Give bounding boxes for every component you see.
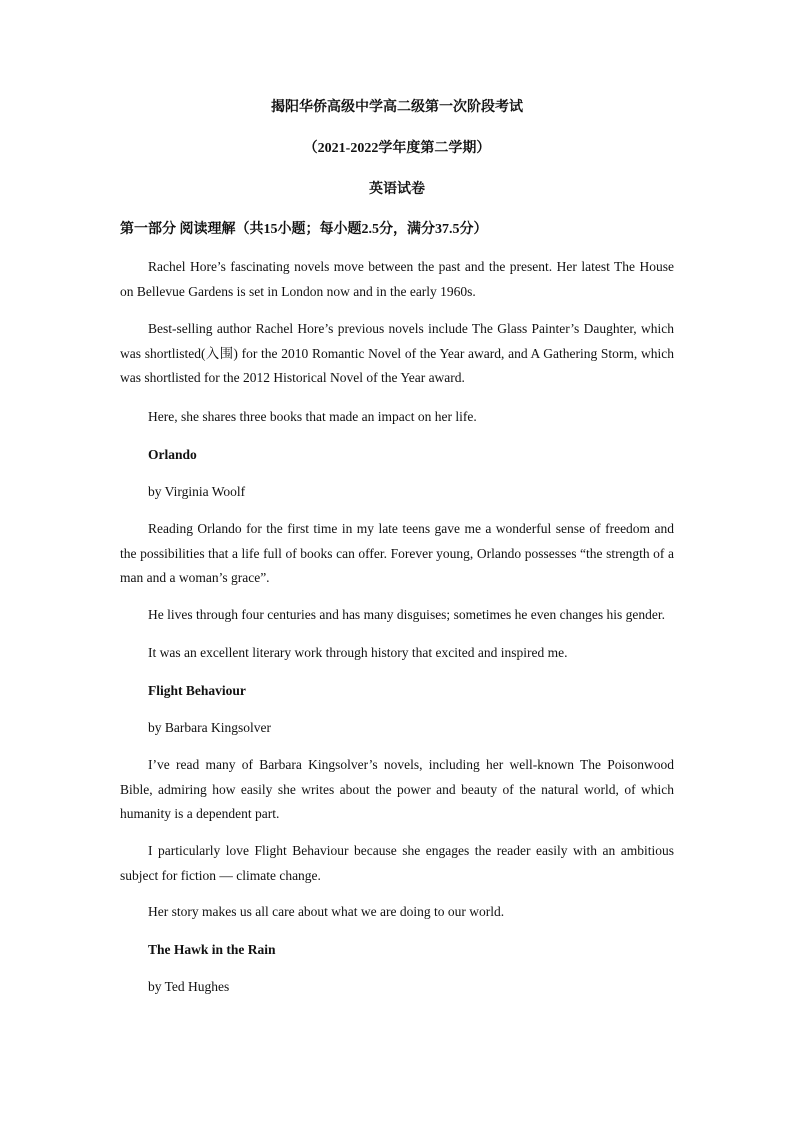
subject-title: 英语试卷: [369, 182, 425, 197]
book-title-hawk-in-the-rain: The Hawk in the Rain: [148, 942, 276, 957]
orlando-paragraph-2: He lives through four centuries and has many disguises; sometimes he even changes his gender.: [148, 607, 666, 622]
flight-behaviour-paragraph-2: I particularly love Flight Behaviour because she engages the reader easily with an ambitious subject for fiction — climate change.: [120, 843, 674, 883]
orlando-paragraph-1: Reading Orlando for the first time in my late teens gave me a wonderful sense of freedom and the possibilities that a life full of books can offer. Forever young, Orlando possesses “the strength of a man and a woman’s grace”.: [120, 521, 674, 585]
book-author-flight-behaviour: by Barbara Kingsolver: [148, 720, 271, 735]
flight-behaviour-paragraph-1: I’ve read many of Barbara Kingsolver’s novels, including her well-known The Poisonwood Bible, admiring how easily she writes about the power and beauty of the natural world, of which humanity is a dependent part.: [120, 757, 674, 821]
intro-paragraph-2: Best-selling author Rachel Hore’s previous novels include The Glass Painter’s Daughter, which was shortlisted(入围) for the 2010 Romantic Novel of the Year award, and A Gathering Storm, which was shortlisted for the 2012 Historical Novel of the Year award.: [120, 321, 674, 385]
school-exam-title: 揭阳华侨高级中学高二级第一次阶段考试: [271, 100, 523, 115]
intro-paragraph-3: Here, she shares three books that made an impact on her life.: [148, 409, 477, 424]
book-author-orlando: by Virginia Woolf: [148, 484, 246, 499]
flight-behaviour-paragraph-3: Her story makes us all care about what we are doing to our world.: [148, 904, 505, 919]
orlando-paragraph-3: It was an excellent literary work through history that excited and inspired me.: [148, 645, 568, 660]
section-heading: 第一部分 阅读理解（共15小题；每小题2.5分，满分37.5分）: [120, 222, 488, 237]
book-title-orlando: Orlando: [148, 447, 197, 462]
intro-paragraph-1: Rachel Hore’s fascinating novels move between the past and the present. Her latest The House on Bellevue Gardens is set in London now and in the early 1960s.: [120, 259, 674, 299]
term-subtitle: （2021-2022学年度第二学期）: [303, 141, 491, 156]
book-title-flight-behaviour: Flight Behaviour: [148, 683, 246, 698]
book-author-hawk-in-the-rain: by Ted Hughes: [148, 979, 230, 994]
